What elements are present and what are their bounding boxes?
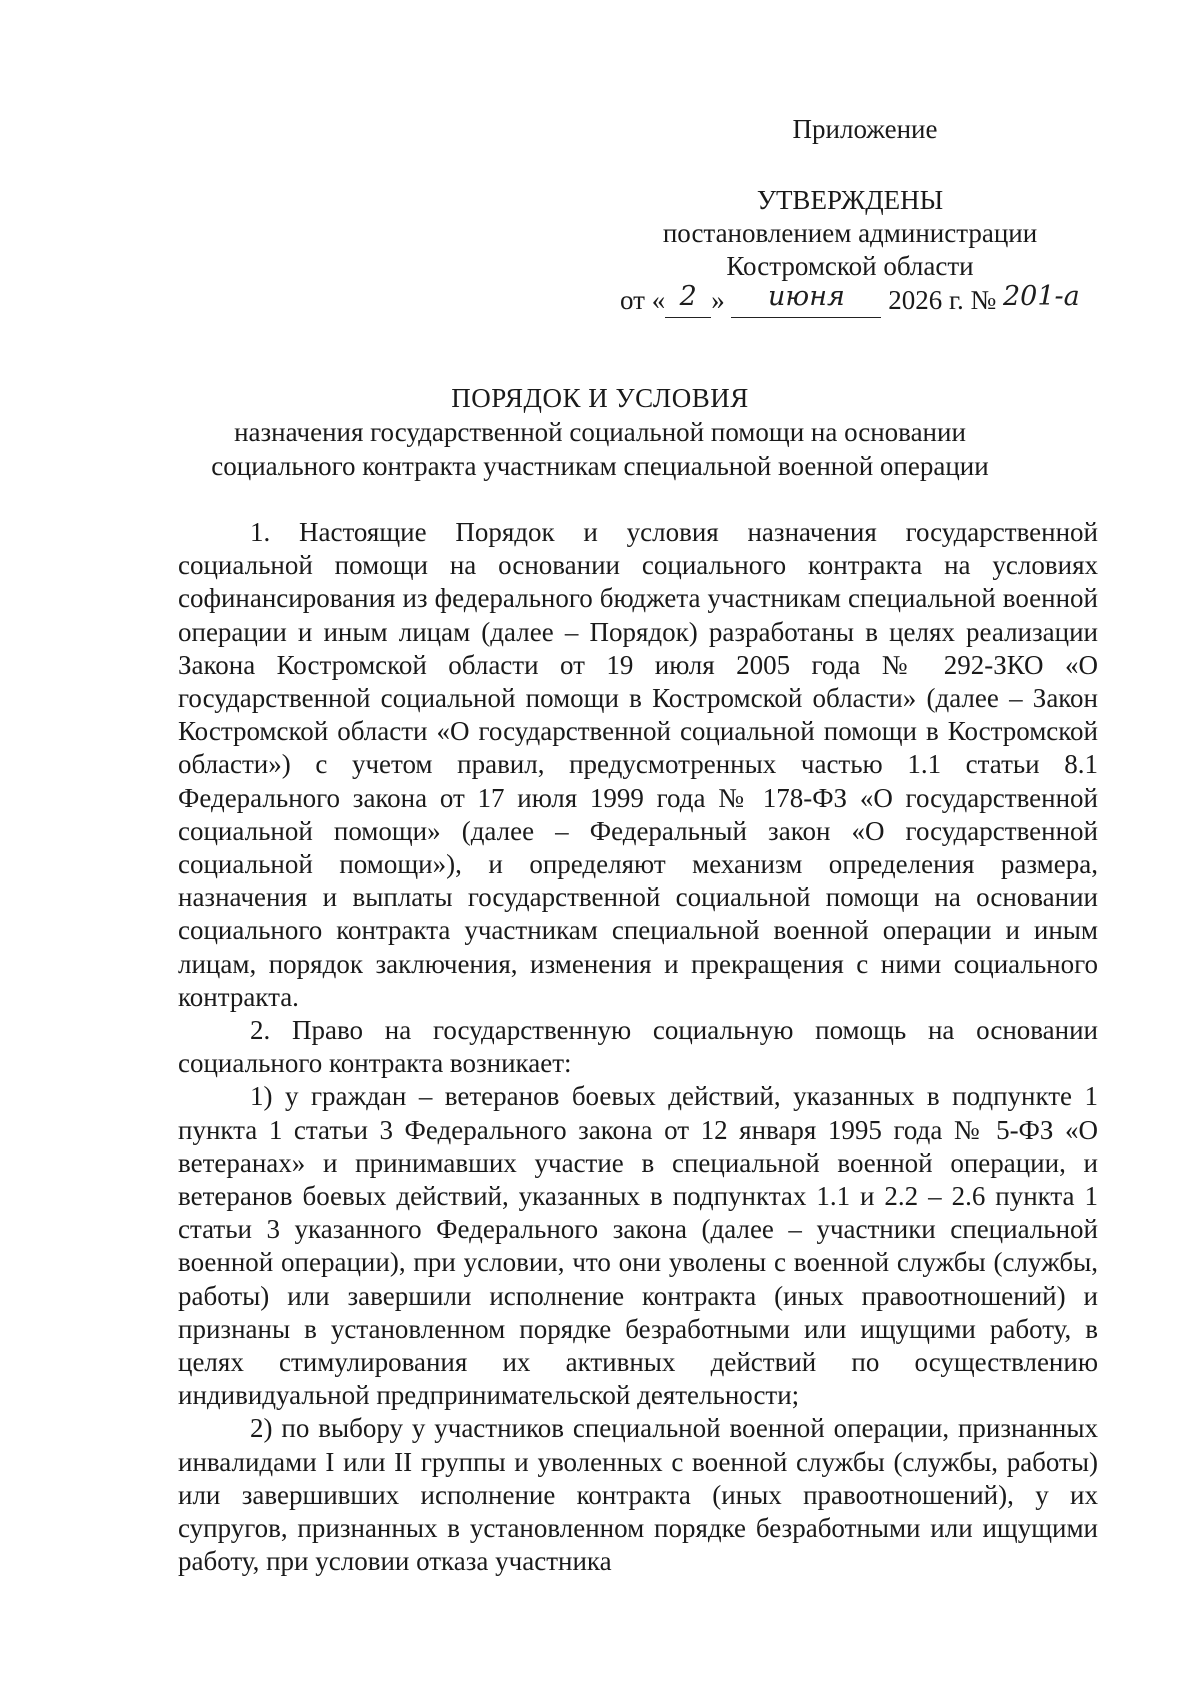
date-year-number: 2026 г. №: [888, 285, 997, 315]
region-line: Костромской области: [726, 251, 974, 281]
date-close-quote: »: [711, 285, 725, 315]
handwritten-decree-number: 201-а: [1003, 281, 1080, 312]
appendix-label: Приложение: [792, 114, 938, 144]
handwritten-day: 2: [665, 284, 711, 318]
date-prefix: от «: [620, 285, 666, 315]
paragraph-2-item-2: 2) по выбору у участников специальной военной операции, признанных инвалидами I или II группы и уволенных с военной службы (службы, работы) или завершивших исполнение контракта (иных правоотношений), у их супругов, признанных в установленном порядке безработными или ищущими работу, при условии отказа участника: [178, 1413, 1098, 1577]
document-title: ПОРЯДОК И УСЛОВИЯ: [451, 383, 749, 413]
approved-label: УТВЕРЖДЕНЫ: [756, 185, 944, 215]
handwritten-month: июня: [731, 284, 881, 318]
decree-line: постановлением администрации: [662, 218, 1038, 248]
document-body: [178, 516, 1098, 1579]
document-subtitle-line-2: социального контракта участникам специальной военной операции: [211, 451, 989, 481]
document-subtitle-line-1: назначения государственной социальной помощи на основании: [234, 417, 966, 447]
decree-date-line: [620, 281, 1080, 318]
paragraph-2-item-1: 1) у граждан – ветеранов боевых действий, указанных в подпункте 1 пункта 1 статьи 3 Федерального закона от 12 января 1995 года № 5-ФЗ «О ветеранах» и принимавших участие в специальной военной операции, и ветеранов боевых действий, указанных в подпунктах 1.1 и 2.2 – 2.6 пункта 1 статьи 3 указанного Федерального закона (далее – участники специальной военной операции), при условии, что они уволены с военной службы (службы, работы) или завершили исполнение контракта (иных правоотношений) и признаны в установленном порядке безработными или ищущими работу, в целях стимулирования их активных действий по осуществлению индивидуальной предпринимательской деятельности;: [178, 1081, 1098, 1411]
paragraph-2: 2. Право на государственную социальную помощь на основании социального контракта возникает:: [178, 1015, 1098, 1079]
paragraph-1: 1. Настоящие Порядок и условия назначения государственной социальной помощи на основании социального контракта на условиях софинансирования из федерального бюджета участникам специальной военной операции и иным лицам (далее – Порядок) разработаны в целях реализации Закона Костромской области от 19 июля 2005 года № 292-ЗКО «О государственной социальной помощи в Костромской области» (далее – Закон Костромской области «О государственной социальной помощи в Костромской области») с учетом правил, предусмотренных частью 1.1 статьи 8.1 Федерального закона от 17 июля 1999 года № 178-ФЗ «О государственной социальной помощи» (далее – Федеральный закон «О государственной социальной помощи»), и определяют механизм определения размера, назначения и выплаты государственной социальной помощи на основании социального контракта участникам специальной военной операции и иным лицам, порядок заключения, изменения и прекращения с ними социального контракта.: [178, 517, 1098, 1012]
